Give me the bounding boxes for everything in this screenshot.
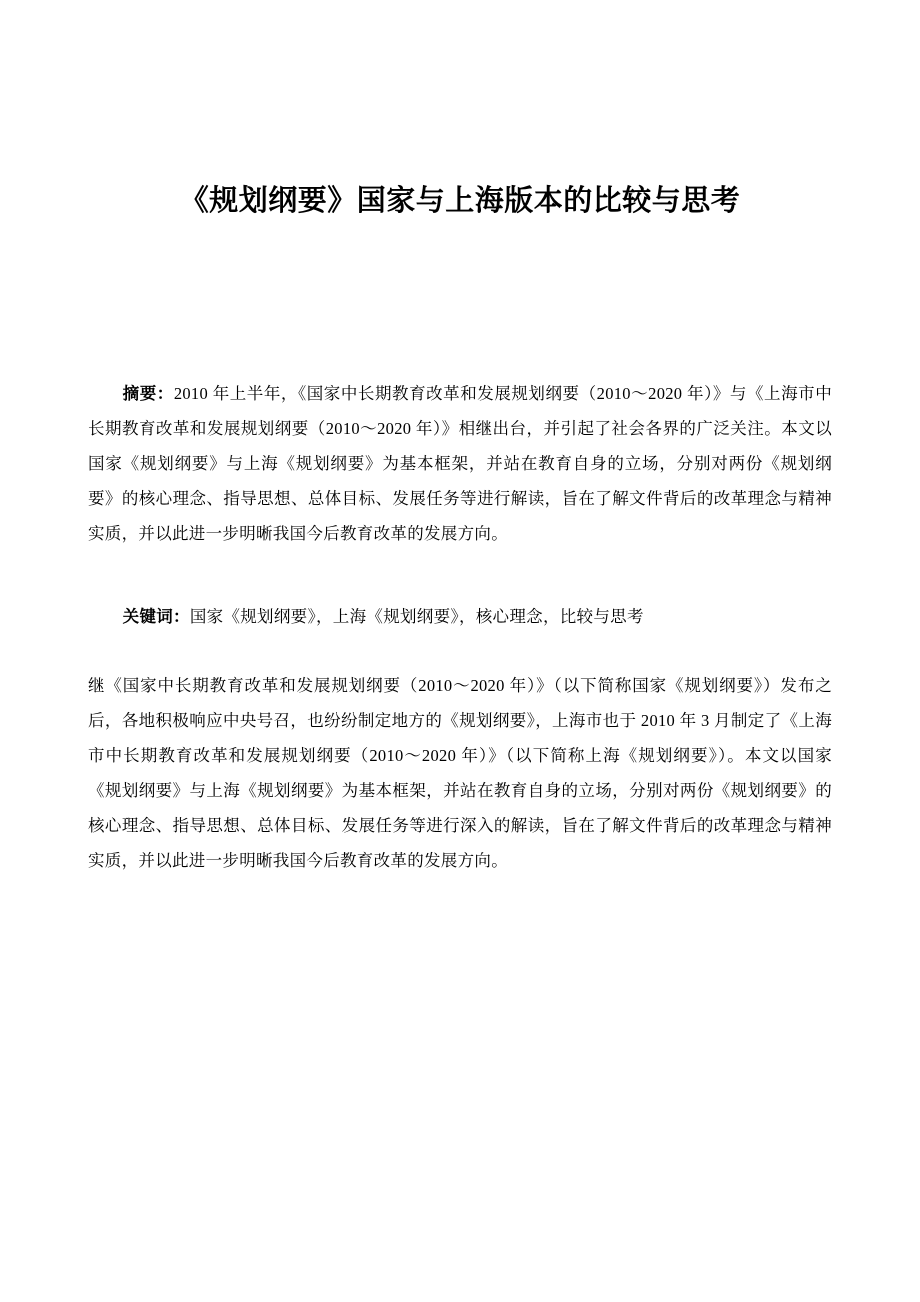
abstract-label: 摘要： — [122, 383, 174, 403]
keywords-text: 国家《规划纲要》，上海《规划纲要》，核心理念，比较与思考 — [189, 606, 644, 626]
keywords-section — [88, 600, 832, 635]
page-title: 《规划纲要》国家与上海版本的比较与思考 — [179, 185, 741, 217]
keywords-paragraph — [88, 600, 832, 635]
abstract-paragraph — [88, 377, 832, 552]
abstract-section — [88, 377, 832, 552]
body-section — [88, 669, 832, 879]
body-paragraph-1: 继《国家中长期教育改革和发展规划纲要（2010～2020 年）》（以下简称国家《规划纲要》）发布之后，各地积极响应中央号召，也纷纷制定地方的《规划纲要》，上海市也于 2010 年 3 月制定了《上海市中长期教育改革和发展规划纲要（2010～2020 年）》（以下简称上海《规划纲要》）。本文以国家《规划纲要》与上海《规划纲要》为基本框架，并站在教育自身的立场，分别对两份《规划纲要》的核心理念、指导思想、总体目标、发展任务等进行深入的解读，旨在了解文件背后的改革理念与精神实质，并以此进一步明晰我国今后教育改革的发展方向。 — [88, 675, 832, 870]
keywords-label: 关键词： — [122, 606, 190, 626]
abstract-text: 2010 年上半年，《国家中长期教育改革和发展规划纲要（2010～2020 年）》与《上海市中长期教育改革和发展规划纲要（2010～2020 年）》相继出台，并引起了社会各界的广泛关注。本文以国家《规划纲要》与上海《规划纲要》为基本框架，并站在教育自身的立场，分别对两份《规划纲要》的核心理念、指导思想、总体目标、发展任务等进行解读，旨在了解文件背后的改革理念与精神实质，并以此进一步明晰我国今后教育改革的发展方向。 — [88, 383, 832, 543]
